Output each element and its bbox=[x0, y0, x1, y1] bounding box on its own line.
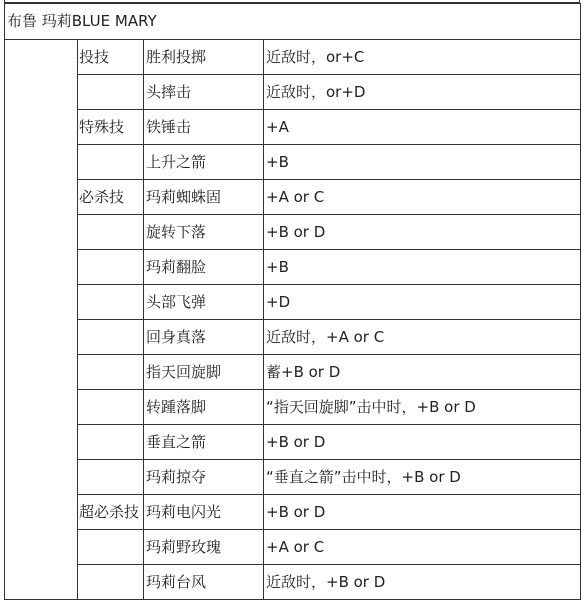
move-input-cell: +B or D bbox=[263, 214, 581, 250]
move-category-cell bbox=[77, 354, 144, 390]
move-name-cell: 旋转下落 bbox=[143, 214, 264, 250]
move-name-cell: 垂直之箭 bbox=[143, 424, 264, 460]
move-input-cell: +D bbox=[263, 284, 581, 320]
move-category-cell bbox=[77, 284, 144, 320]
move-category-cell: 必杀技 bbox=[77, 179, 144, 215]
move-name-cell: 玛莉野玫瑰 bbox=[143, 529, 264, 565]
character-column-spacer bbox=[4, 39, 78, 600]
move-category-cell bbox=[77, 424, 144, 460]
move-category-cell bbox=[77, 144, 144, 180]
move-input-cell: +A or C bbox=[263, 179, 581, 215]
move-input-cell: +B or D bbox=[263, 494, 581, 530]
move-input-cell: +A bbox=[263, 109, 581, 145]
move-category-cell: 特殊技 bbox=[77, 109, 144, 145]
move-category-cell bbox=[77, 459, 144, 495]
move-input-cell: +B or D bbox=[263, 424, 581, 460]
move-name-cell: 指天回旋脚 bbox=[143, 354, 264, 390]
move-input-cell: 近敌时，or+D bbox=[263, 74, 581, 110]
move-category-cell bbox=[77, 74, 144, 110]
move-category-cell bbox=[77, 529, 144, 565]
move-name-cell: 头摔击 bbox=[143, 74, 264, 110]
move-input-cell: 蓄+B or D bbox=[263, 354, 581, 390]
move-input-cell: +B bbox=[263, 144, 581, 180]
move-name-cell: 转踵落脚 bbox=[143, 389, 264, 425]
move-name-cell: 玛莉翻脸 bbox=[143, 249, 264, 285]
move-input-cell: 近敌时，or+C bbox=[263, 39, 581, 75]
move-category-cell bbox=[77, 319, 144, 355]
move-input-cell: 近敌时，+A or C bbox=[263, 319, 581, 355]
move-name-cell: 上升之箭 bbox=[143, 144, 264, 180]
move-name-cell: 玛莉蜘蛛固 bbox=[143, 179, 264, 215]
move-name-cell: 玛莉台风 bbox=[143, 564, 264, 600]
move-name-cell: 玛莉电闪光 bbox=[143, 494, 264, 530]
move-category-cell bbox=[77, 214, 144, 250]
move-category-cell bbox=[77, 564, 144, 600]
move-input-cell: 近敌时，+B or D bbox=[263, 564, 581, 600]
move-name-cell: 头部飞弹 bbox=[143, 284, 264, 320]
move-category-cell bbox=[77, 389, 144, 425]
move-name-cell: 胜利投掷 bbox=[143, 39, 264, 75]
move-category-cell: 超必杀技 bbox=[77, 494, 144, 530]
move-input-cell: +A or C bbox=[263, 529, 581, 565]
move-input-cell: “指天回旋脚”击中时，+B or D bbox=[263, 389, 581, 425]
character-name-header: 布鲁 玛莉BLUE MARY bbox=[4, 3, 581, 40]
move-name-cell: 回身真落 bbox=[143, 319, 264, 355]
move-name-cell: 玛莉掠夺 bbox=[143, 459, 264, 495]
move-input-cell: “垂直之箭”击中时，+B or D bbox=[263, 459, 581, 495]
move-category-cell: 投技 bbox=[77, 39, 144, 75]
move-name-cell: 铁锤击 bbox=[143, 109, 264, 145]
move-category-cell bbox=[77, 249, 144, 285]
move-input-cell: +B bbox=[263, 249, 581, 285]
